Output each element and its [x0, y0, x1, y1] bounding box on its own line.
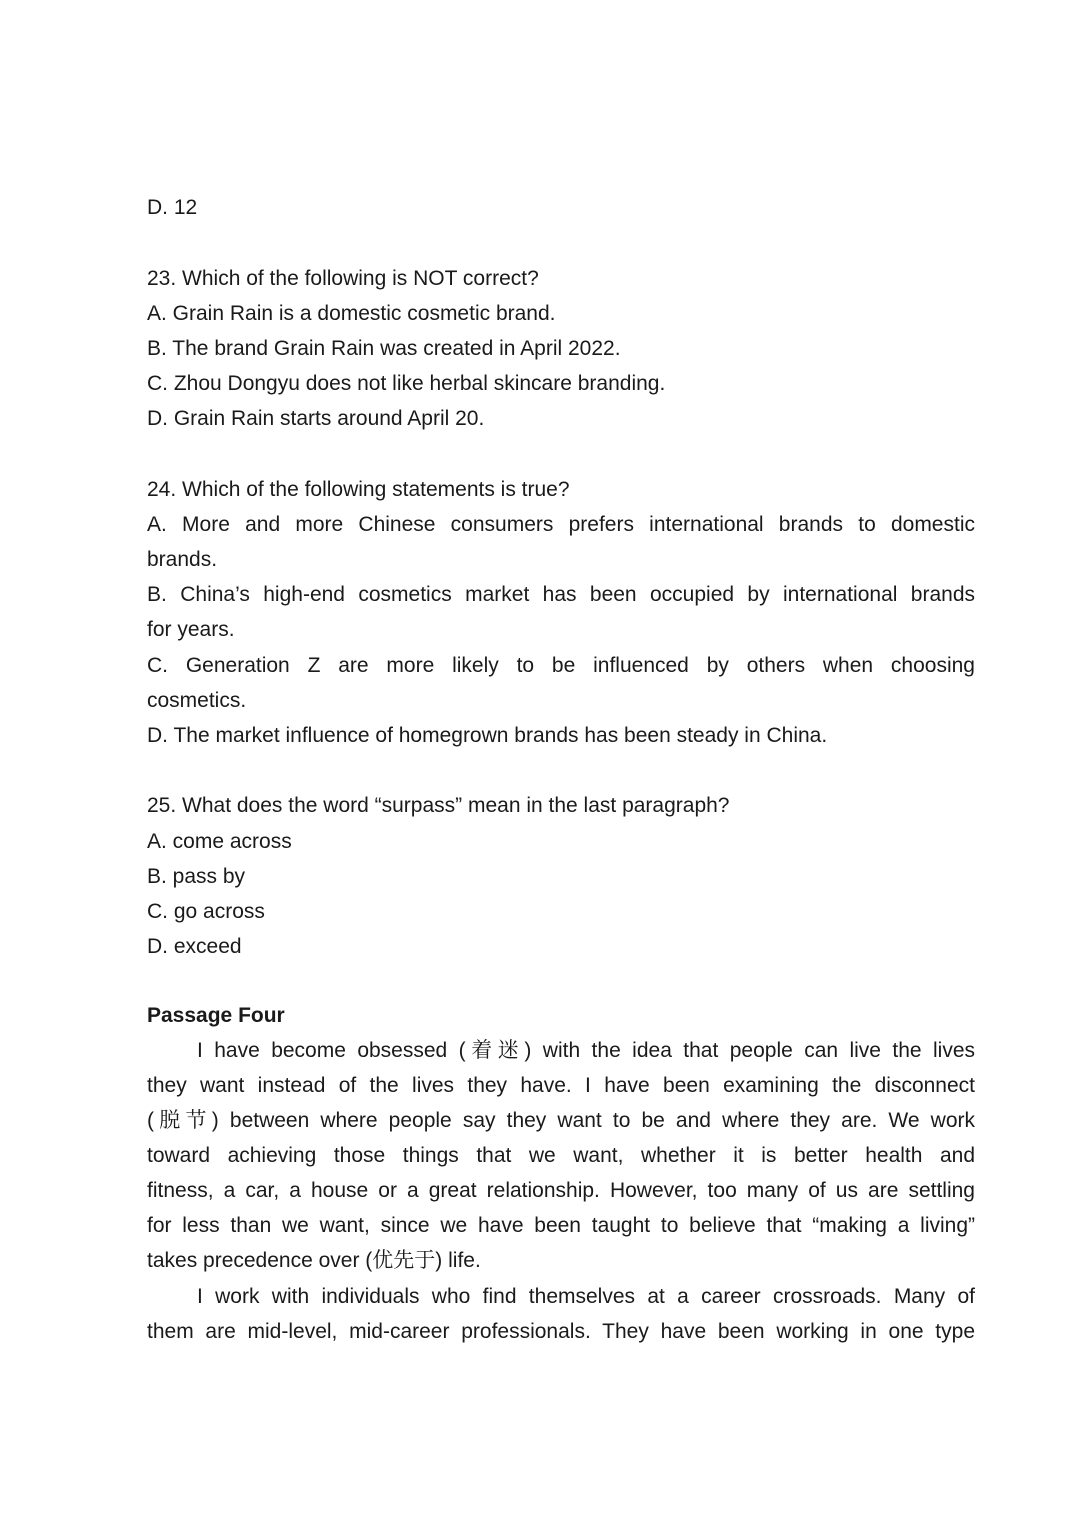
passage-p1-line5: fitness, a car, a house or a great relationship. However, too many of us are settling: [147, 1179, 975, 1202]
q23-option-a: A. Grain Rain is a domestic cosmetic brand.: [147, 302, 556, 325]
passage-p1-line6: for less than we want, since we have been taught to believe that “making a living”: [147, 1214, 975, 1237]
passage-p1-line7: [147, 1243, 975, 1278]
q22-option-d: D. 12: [147, 196, 198, 219]
chinese-gloss: 优先于: [372, 1248, 436, 1272]
passage-text: ) between where people say they want to be and where they are. We work: [211, 1109, 975, 1132]
q24-option-b-line2: for years.: [147, 618, 235, 641]
chinese-gloss: 着迷: [465, 1038, 525, 1062]
q24-option-a-line2: brands.: [147, 548, 218, 571]
passage-p1-line2: they want instead of the lives they have. I have been examining the disconnect: [147, 1074, 975, 1097]
passage-text: takes precedence over (: [147, 1249, 373, 1272]
q25-question: 25. What does the word “surpass” mean in the last paragraph?: [147, 794, 730, 817]
q23-option-d: D. Grain Rain starts around April 20.: [147, 407, 485, 430]
passage-p1-line3: [147, 1103, 975, 1138]
q23-option-c: C. Zhou Dongyu does not like herbal skincare branding.: [147, 372, 666, 395]
q24-option-d: D. The market influence of homegrown brands has been steady in China.: [147, 724, 828, 747]
passage-p2-line2: them are mid-level, mid-career professionals. They have been working in one type: [147, 1320, 975, 1343]
passage-p1-line4: toward achieving those things that we want, whether it is better health and: [147, 1144, 975, 1167]
chinese-gloss: 脱节: [154, 1108, 212, 1132]
passage-p1-line1: [147, 1033, 975, 1068]
q24-option-c-line1: C. Generation Z are more likely to be influenced by others when choosing: [147, 654, 975, 677]
q25-option-a: A. come across: [147, 830, 292, 853]
q24-option-c-line2: cosmetics.: [147, 689, 247, 712]
q25-option-c: C. go across: [147, 900, 265, 923]
passage-text: ) life.: [435, 1249, 481, 1272]
q24-option-a-line1: A. More and more Chinese consumers prefers international brands to domestic: [147, 513, 975, 536]
q23-question: 23. Which of the following is NOT correct?: [147, 267, 539, 290]
q25-option-b: B. pass by: [147, 865, 246, 888]
q25-option-d: D. exceed: [147, 935, 242, 958]
passage-text: I have become obsessed (: [197, 1039, 466, 1062]
q24-question: 24. Which of the following statements is true?: [147, 478, 570, 501]
q23-option-b: B. The brand Grain Rain was created in April 2022.: [147, 337, 621, 360]
passage-p2-line1: I work with individuals who find themselves at a career crossroads. Many of: [197, 1285, 975, 1308]
passage-text: (: [147, 1109, 154, 1132]
q24-option-b-line1: B. China’s high-end cosmetics market has been occupied by international brands: [147, 583, 975, 606]
passage-text: ) with the idea that people can live the lives: [524, 1039, 976, 1062]
passage-heading: Passage Four: [147, 1004, 285, 1027]
